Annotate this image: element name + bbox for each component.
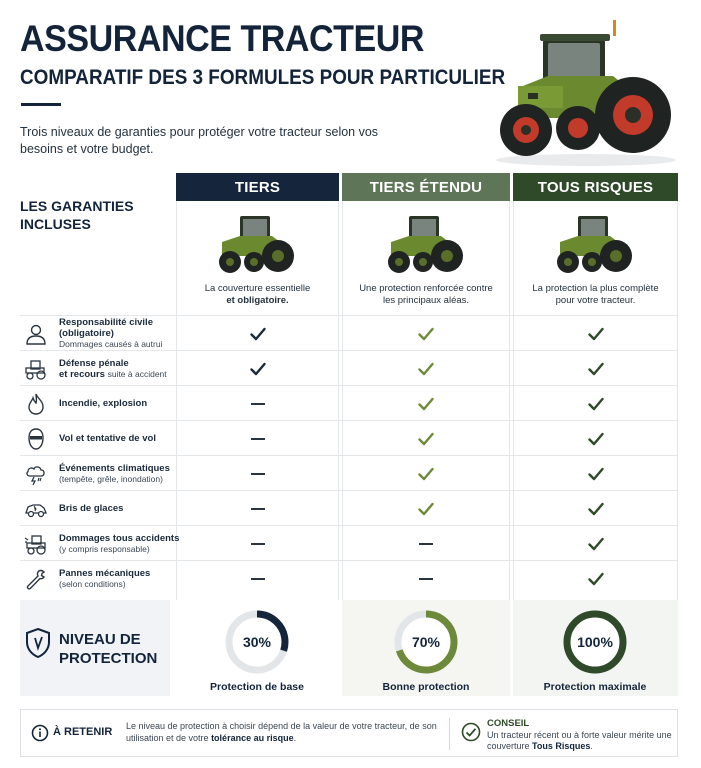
column-header-tiers-etendu: TIERS ÉTENDU	[342, 173, 510, 201]
conseil-title: CONSEIL	[487, 718, 530, 729]
guarantee-label: Pannes mécaniques (selon conditions)	[59, 567, 151, 589]
page-subtitle: COMPARATIF DES 3 FORMULES POUR PARTICULIER	[20, 66, 506, 89]
dash-icon	[419, 578, 433, 580]
check-icon	[588, 327, 604, 341]
intro-text: Trois niveaux de garanties pour protéger votre tracteur selon vos besoins et votre budget.	[20, 125, 379, 156]
dash-icon	[419, 543, 433, 545]
check-icon	[418, 467, 434, 481]
guarantee-label: Bris de glaces	[59, 503, 124, 514]
guarantee-label: Vol et tentative de vol	[59, 433, 156, 444]
check-icon	[418, 502, 434, 516]
gauge-value: 30%	[242, 634, 272, 650]
guarantees-title: LES GARANTIES INCLUSES	[20, 198, 134, 232]
column-description-tiers: La couverture essentielle et obligatoire.	[204, 283, 311, 306]
dash-icon	[251, 578, 265, 580]
coverage-cell	[513, 421, 678, 456]
tractor-crash-icon	[24, 532, 48, 556]
coverage-cell	[513, 561, 678, 596]
gauge-caption: Protection de base	[210, 681, 304, 693]
coverage-cell	[513, 316, 678, 351]
table-row	[20, 385, 678, 420]
table-row	[20, 455, 678, 490]
dash-icon	[251, 438, 265, 440]
coverage-cell	[176, 491, 339, 526]
page-title: ASSURANCE TRACTEUR	[20, 18, 424, 59]
protection-gauge	[223, 608, 291, 676]
column-tractor-image	[381, 210, 471, 274]
hero-tractor-image	[488, 18, 684, 168]
table-row	[20, 560, 678, 595]
coverage-cell	[513, 386, 678, 421]
shield-icon	[26, 628, 50, 658]
wrench-icon	[24, 567, 48, 591]
gauge-value: 100%	[577, 634, 613, 650]
check-icon	[588, 572, 604, 586]
check-circle-icon	[461, 722, 481, 742]
coverage-cell	[176, 456, 339, 491]
check-icon	[588, 432, 604, 446]
coverage-cell	[342, 456, 510, 491]
protection-gauge	[392, 608, 460, 676]
gauge-caption: Protection maximale	[543, 681, 647, 693]
coverage-cell	[513, 491, 678, 526]
gauge-caption: Bonne protection	[382, 681, 470, 693]
dash-icon	[251, 508, 265, 510]
check-icon	[588, 362, 604, 376]
column-tractor-image	[212, 210, 302, 274]
guarantee-label: Dommages tous accidents (y compris responsable)	[59, 532, 180, 554]
coverage-cell	[342, 351, 510, 386]
guarantee-label: Événements climatiques (tempête, grêle, inondation)	[59, 462, 170, 484]
mask-icon	[24, 427, 48, 451]
table-row	[20, 420, 678, 455]
protection-level-title: NIVEAU DE PROTECTION	[59, 631, 158, 667]
guarantee-label: Responsabilité civile (obligatoire) Dommages causés à autrui	[59, 317, 163, 349]
dash-icon	[251, 543, 265, 545]
protection-gauge	[561, 608, 629, 676]
coverage-cell	[342, 561, 510, 596]
column-description-tous-risques: La protection la plus complète pour votre tracteur.	[532, 283, 659, 306]
guarantee-label: Incendie, explosion	[59, 398, 148, 409]
storm-cloud-icon	[24, 462, 48, 486]
check-icon	[250, 327, 266, 341]
check-icon	[588, 397, 604, 411]
conseil-text: Un tracteur récent ou à forte valeur mérite une couverture Tous Risques.	[487, 730, 672, 751]
person-icon	[24, 322, 48, 346]
check-icon	[418, 397, 434, 411]
coverage-cell	[513, 351, 678, 386]
column-tractor-image	[550, 210, 640, 274]
coverage-cell	[176, 526, 339, 561]
check-icon	[588, 537, 604, 551]
coverage-cell	[176, 351, 339, 386]
coverage-cell	[342, 526, 510, 561]
coverage-cell	[342, 491, 510, 526]
dash-icon	[251, 473, 265, 475]
coverage-cell	[513, 456, 678, 491]
table-row	[20, 350, 678, 385]
column-header-tous-risques: TOUS RISQUES	[513, 173, 678, 201]
coverage-cell	[342, 386, 510, 421]
check-icon	[588, 502, 604, 516]
coverage-cell	[176, 561, 339, 596]
check-icon	[250, 362, 266, 376]
info-icon	[31, 724, 49, 742]
check-icon	[588, 467, 604, 481]
coverage-cell	[342, 316, 510, 351]
table-row	[20, 490, 678, 525]
flame-icon	[24, 392, 48, 416]
car-glass-icon	[24, 497, 48, 521]
check-icon	[418, 327, 434, 341]
table-row	[20, 315, 678, 350]
dash-icon	[251, 403, 265, 405]
coverage-cell	[513, 526, 678, 561]
coverage-cell	[176, 386, 339, 421]
coverage-cell	[342, 421, 510, 456]
column-description-tiers-etendu: Une protection renforcée contre les principaux aléas.	[359, 283, 493, 306]
tractor-icon	[24, 357, 48, 381]
footer-divider	[449, 718, 450, 750]
retenir-title: À RETENIR	[53, 726, 113, 738]
check-icon	[418, 362, 434, 376]
column-header-tiers: TIERS	[176, 173, 339, 201]
coverage-cell	[176, 421, 339, 456]
gauge-value: 70%	[411, 634, 441, 650]
title-underline	[21, 103, 61, 106]
footer-note	[20, 709, 678, 757]
table-row	[20, 525, 678, 560]
guarantee-label: Défense pénale et recours suite à accident	[59, 357, 167, 380]
retenir-text: Le niveau de protection à choisir dépend de la valeur de votre tracteur, de son utilisation et de votre tolérance au risque.	[126, 721, 437, 743]
coverage-cell	[176, 316, 339, 351]
check-icon	[418, 432, 434, 446]
